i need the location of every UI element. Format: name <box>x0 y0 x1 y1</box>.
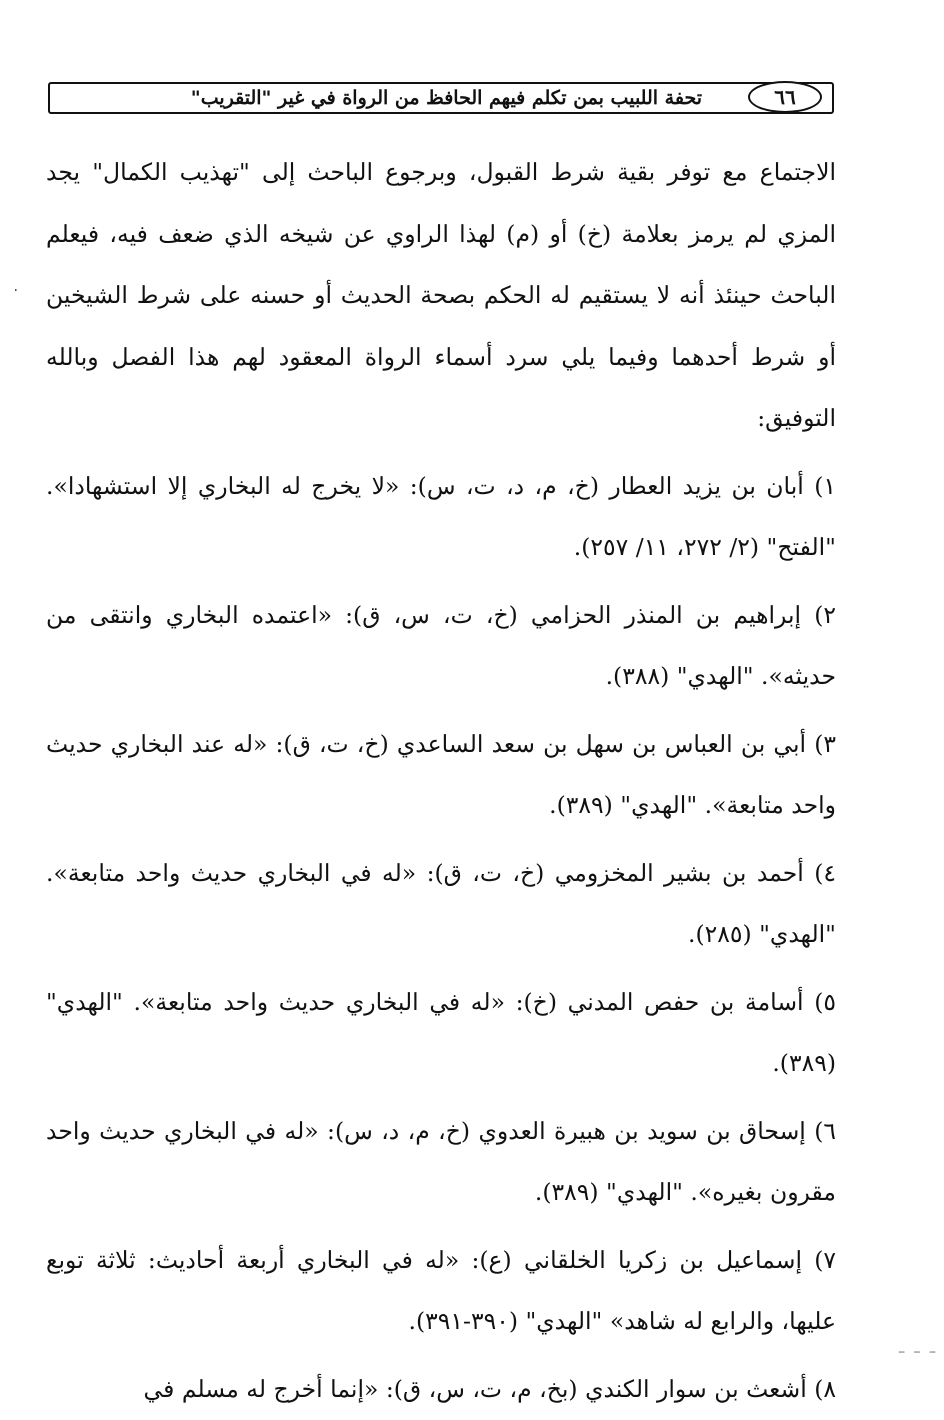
entry-7: ٧) إسماعيل بن زكريا الخلقاني (ع): «له في البخاري أربعة أحاديث: ثلاثة توبع عليها، والرابع له شاهد» "الهدي" (٣٩٠-٣٩١). <box>46 1230 836 1353</box>
intro-paragraph: الاجتماع مع توفر بقية شرط القبول، وبرجوع الباحث إلى "تهذيب الكمال" يجد المزي لم يرمز بعلامة (خ) أو (م) لهذا الراوي عن شيخه الذي ضعف فيه، فيعلم الباحث حينئذ أنه لا يستقيم له الحكم بصحة الحديث أو حسنه على شرط الشيخين أو شرط أحدهما وفيما يلي سرد أسماء الرواة المعقود لهم هذا الفصل وبالله التوفيق: <box>46 142 836 450</box>
entry-8: ٨) أشعث بن سوار الكندي (بخ، م، ت، س، ق): «إنما أخرج له مسلم في <box>46 1359 836 1420</box>
entry-6: ٦) إسحاق بن سويد بن هبيرة العدوي (خ، م، د، س): «له في البخاري حديث واحد مقرون بغيره». "الهدي" (٣٨٩). <box>46 1101 836 1224</box>
page-number: ٦٦ <box>774 85 795 109</box>
entry-5: ٥) أسامة بن حفص المدني (خ): «له في البخاري حديث واحد متابعة». "الهدي" (٣٨٩). <box>46 972 836 1095</box>
running-header <box>48 82 834 114</box>
page-number-badge <box>748 81 822 113</box>
entry-1: ١) أبان بن يزيد العطار (خ، م، د، ت، س): «لا يخرج له البخاري إلا استشهادا». "الفتح" (٢/ ٢٧٢، ١١/ ٢٥٧). <box>46 456 836 579</box>
header-title: تحفة اللبيب بمن تكلم فيهم الحافظ من الرواة في غير "التقريب" <box>191 87 702 109</box>
footer-dashes: – – – <box>898 1344 938 1360</box>
stray-mark: ٠ <box>12 282 20 298</box>
entry-2: ٢) إبراهيم بن المنذر الحزامي (خ، ت، س، ق): «اعتمده البخاري وانتقى من حديثه». "الهدي" (٣٨٨). <box>46 585 836 708</box>
entry-3: ٣) أبي بن العباس بن سهل بن سعد الساعدي (خ، ت، ق): «له عند البخاري حديث واحد متابعة». "الهدي" (٣٨٩). <box>46 714 836 837</box>
entry-4: ٤) أحمد بن بشير المخزومي (خ، ت، ق): «له في البخاري حديث واحد متابعة». "الهدي" (٢٨٥). <box>46 843 836 966</box>
page-body <box>46 142 836 1420</box>
